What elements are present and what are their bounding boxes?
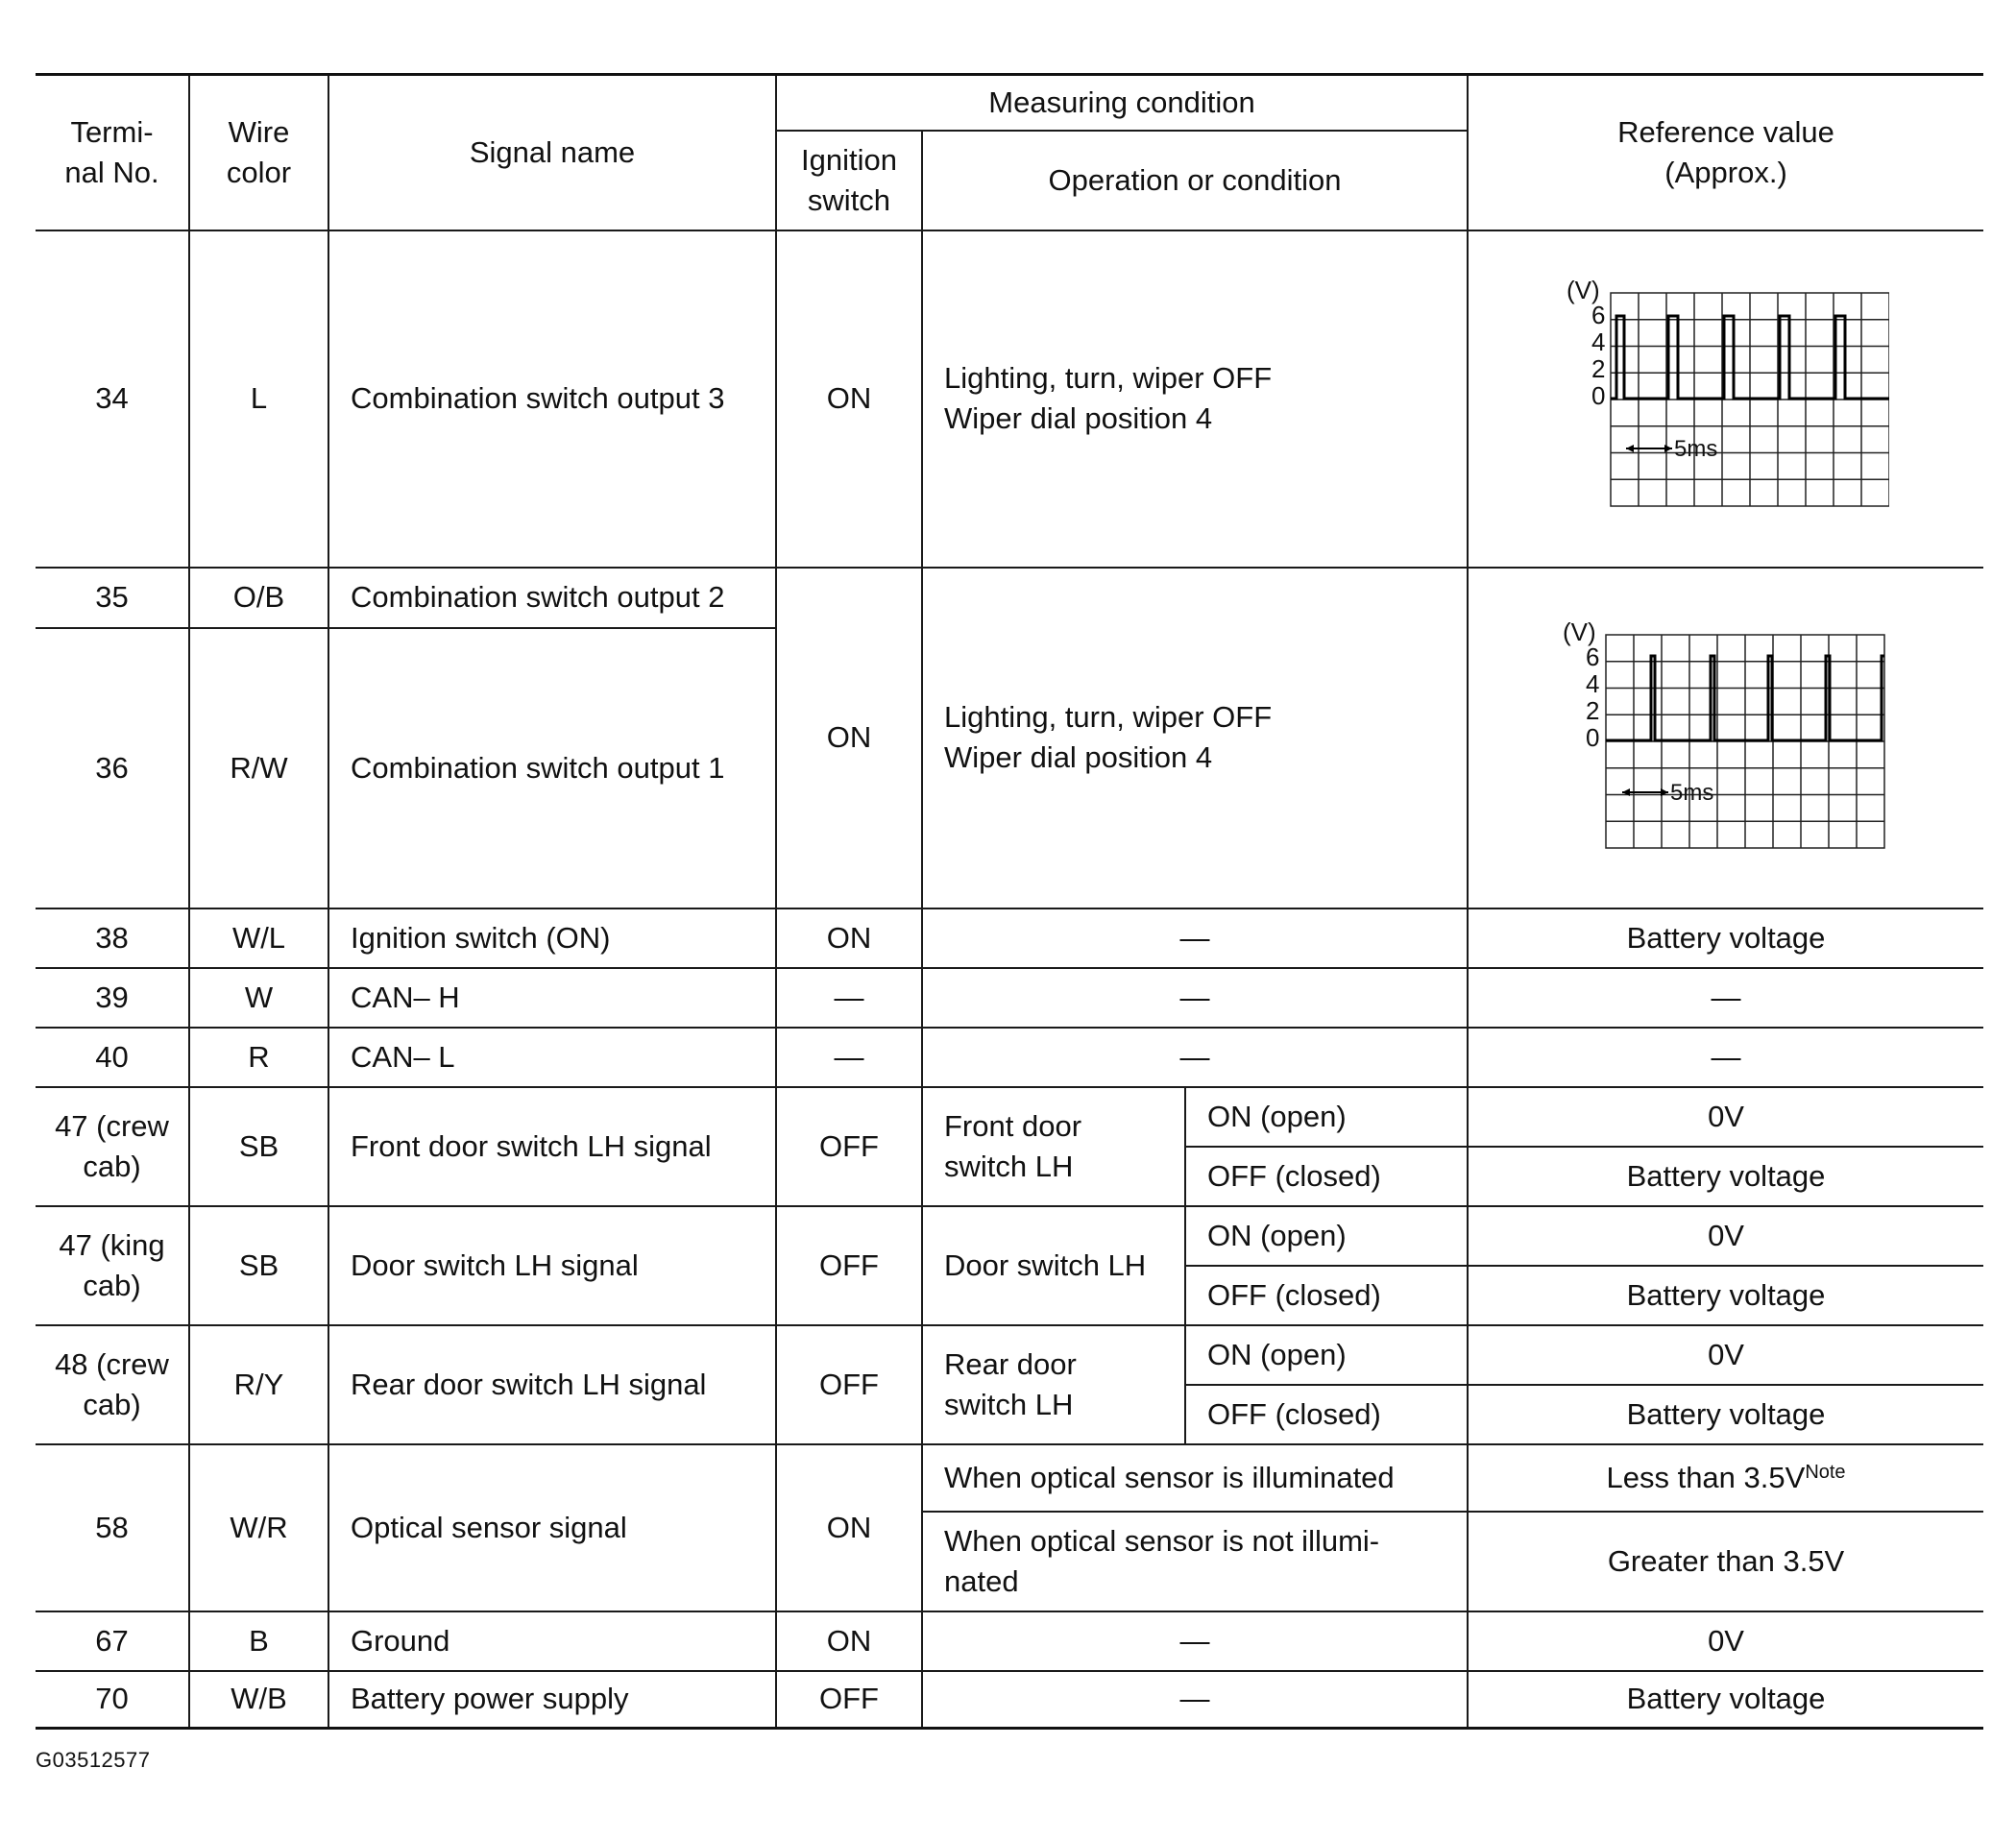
table-row xyxy=(36,1444,1983,1512)
condition-cell: ON (open) xyxy=(1185,1206,1468,1266)
reference-cell: 0V xyxy=(1468,1325,1983,1385)
operation-cell: Door switch LH xyxy=(922,1206,1185,1325)
signal-name-cell: Ground xyxy=(328,1611,776,1671)
operation-cell: — xyxy=(922,908,1468,968)
y-tick-2: 2 xyxy=(1586,696,1600,725)
wire-color-cell: SB xyxy=(189,1206,328,1325)
note-marker: Note xyxy=(1805,1461,1846,1483)
header-terminal-no: Termi- nal No. xyxy=(36,75,189,230)
wire-color-cell: R/W xyxy=(189,628,328,908)
signal-name-cell: Front door switch LH signal xyxy=(328,1087,776,1206)
reference-cell: Battery voltage xyxy=(1468,1385,1983,1444)
y-unit-label: (V) xyxy=(1563,618,1596,646)
signal-name-cell: Combination switch output 2 xyxy=(328,568,776,628)
ignition-cell: ON xyxy=(776,1611,922,1671)
reference-cell: Battery voltage xyxy=(1468,1147,1983,1206)
operation-cell: Lighting, turn, wiper OFF Wiper dial position 4 xyxy=(922,568,1468,908)
reference-cell xyxy=(1468,1444,1983,1512)
ignition-cell: ON xyxy=(776,230,922,568)
table-row xyxy=(36,1087,1983,1147)
operation-cell: Rear door switch LH xyxy=(922,1325,1185,1444)
terminal-reference-table xyxy=(36,73,1983,1730)
wire-color-cell: B xyxy=(189,1611,328,1671)
ignition-cell: — xyxy=(776,1028,922,1087)
ignition-cell: — xyxy=(776,968,922,1028)
reference-cell: Battery voltage xyxy=(1468,908,1983,968)
y-tick-0: 0 xyxy=(1586,723,1600,752)
header-wire-color: Wire color xyxy=(189,75,328,230)
table-row xyxy=(36,230,1983,568)
ignition-cell: OFF xyxy=(776,1087,922,1206)
ignition-cell: OFF xyxy=(776,1206,922,1325)
wire-color-cell: R xyxy=(189,1028,328,1087)
header-signal-name: Signal name xyxy=(328,75,776,230)
operation-cell: — xyxy=(922,1671,1468,1729)
terminal-cell: 67 xyxy=(36,1611,189,1671)
header-reference-value: Reference value (Approx.) xyxy=(1468,75,1983,230)
operation-cell: — xyxy=(922,968,1468,1028)
y-unit-label: (V) xyxy=(1567,276,1600,304)
terminal-cell: 36 xyxy=(36,628,189,908)
wire-color-cell: W/B xyxy=(189,1671,328,1729)
table-row xyxy=(36,968,1983,1028)
operation-cell: Lighting, turn, wiper OFF Wiper dial position 4 xyxy=(922,230,1468,568)
y-tick-6: 6 xyxy=(1586,642,1600,671)
reference-cell: Greater than 3.5V xyxy=(1468,1512,1983,1611)
wire-color-cell: O/B xyxy=(189,568,328,628)
table-row xyxy=(36,1325,1983,1385)
table-row xyxy=(36,568,1983,628)
timebase-label: 5ms xyxy=(1674,436,1718,462)
y-tick-6: 6 xyxy=(1591,301,1606,329)
signal-name-cell: CAN– H xyxy=(328,968,776,1028)
reference-cell xyxy=(1468,230,1983,568)
terminal-cell: 35 xyxy=(36,568,189,628)
reference-cell xyxy=(1468,568,1983,908)
reference-value: Less than 3.5V xyxy=(1606,1460,1806,1494)
ignition-cell: OFF xyxy=(776,1671,922,1729)
table-row xyxy=(36,1671,1983,1729)
table-row xyxy=(36,908,1983,968)
ignition-cell: OFF xyxy=(776,1325,922,1444)
header-ignition-switch: Ignition switch xyxy=(776,131,922,230)
table-row xyxy=(36,1028,1983,1087)
wire-color-cell: W/L xyxy=(189,908,328,968)
terminal-cell: 47 (crew cab) xyxy=(36,1087,189,1206)
terminal-cell: 48 (crew cab) xyxy=(36,1325,189,1444)
ignition-cell: ON xyxy=(776,1444,922,1611)
condition-cell: ON (open) xyxy=(1185,1325,1468,1385)
terminal-cell: 34 xyxy=(36,230,189,568)
timebase-marker xyxy=(1626,436,1717,462)
y-tick-0: 0 xyxy=(1591,381,1606,410)
signal-name-cell: Door switch LH signal xyxy=(328,1206,776,1325)
reference-cell: — xyxy=(1468,968,1983,1028)
wire-color-cell: W/R xyxy=(189,1444,328,1611)
header-operation-condition: Operation or condition xyxy=(922,131,1468,230)
terminal-cell: 40 xyxy=(36,1028,189,1087)
y-tick-2: 2 xyxy=(1591,354,1606,383)
waveform-graph-1 xyxy=(1563,274,1889,523)
condition-cell: ON (open) xyxy=(1185,1087,1468,1147)
reference-cell: 0V xyxy=(1468,1611,1983,1671)
condition-cell: OFF (closed) xyxy=(1185,1266,1468,1325)
operation-cell: — xyxy=(922,1028,1468,1087)
operation-cell: — xyxy=(922,1611,1468,1671)
wire-color-cell: L xyxy=(189,230,328,568)
signal-name-cell: Combination switch output 1 xyxy=(328,628,776,908)
signal-name-cell: Rear door switch LH signal xyxy=(328,1325,776,1444)
reference-cell: — xyxy=(1468,1028,1983,1087)
ignition-cell: ON xyxy=(776,908,922,968)
figure-id: G03512577 xyxy=(36,1748,151,1772)
terminal-cell: 58 xyxy=(36,1444,189,1611)
condition-cell: OFF (closed) xyxy=(1185,1385,1468,1444)
reference-cell: Battery voltage xyxy=(1468,1266,1983,1325)
terminal-cell: 70 xyxy=(36,1671,189,1729)
signal-name-cell: Battery power supply xyxy=(328,1671,776,1729)
terminal-cell: 47 (king cab) xyxy=(36,1206,189,1325)
header-measuring-condition: Measuring condition xyxy=(776,75,1468,131)
reference-cell: 0V xyxy=(1468,1206,1983,1266)
wire-color-cell: W xyxy=(189,968,328,1028)
reference-cell: 0V xyxy=(1468,1087,1983,1147)
y-tick-4: 4 xyxy=(1591,327,1606,356)
wire-color-cell: SB xyxy=(189,1087,328,1206)
timebase-label: 5ms xyxy=(1670,780,1714,806)
terminal-cell: 38 xyxy=(36,908,189,968)
condition-cell: When optical sensor is illuminated xyxy=(922,1444,1468,1512)
operation-cell: Front door switch LH xyxy=(922,1087,1185,1206)
condition-cell: OFF (closed) xyxy=(1185,1147,1468,1206)
signal-name-cell: Combination switch output 3 xyxy=(328,230,776,568)
table-row xyxy=(36,1206,1983,1266)
signal-name-cell: CAN– L xyxy=(328,1028,776,1087)
reference-cell: Battery voltage xyxy=(1468,1671,1983,1729)
terminal-cell: 39 xyxy=(36,968,189,1028)
y-tick-4: 4 xyxy=(1586,669,1600,698)
signal-name-cell: Ignition switch (ON) xyxy=(328,908,776,968)
timebase-marker xyxy=(1622,780,1713,806)
table-row xyxy=(36,1611,1983,1671)
waveform-graph-2 xyxy=(1563,618,1889,858)
ignition-cell: ON xyxy=(776,568,922,908)
condition-cell: When optical sensor is not illumi- nated xyxy=(922,1512,1468,1611)
signal-name-cell: Optical sensor signal xyxy=(328,1444,776,1611)
wire-color-cell: R/Y xyxy=(189,1325,328,1444)
